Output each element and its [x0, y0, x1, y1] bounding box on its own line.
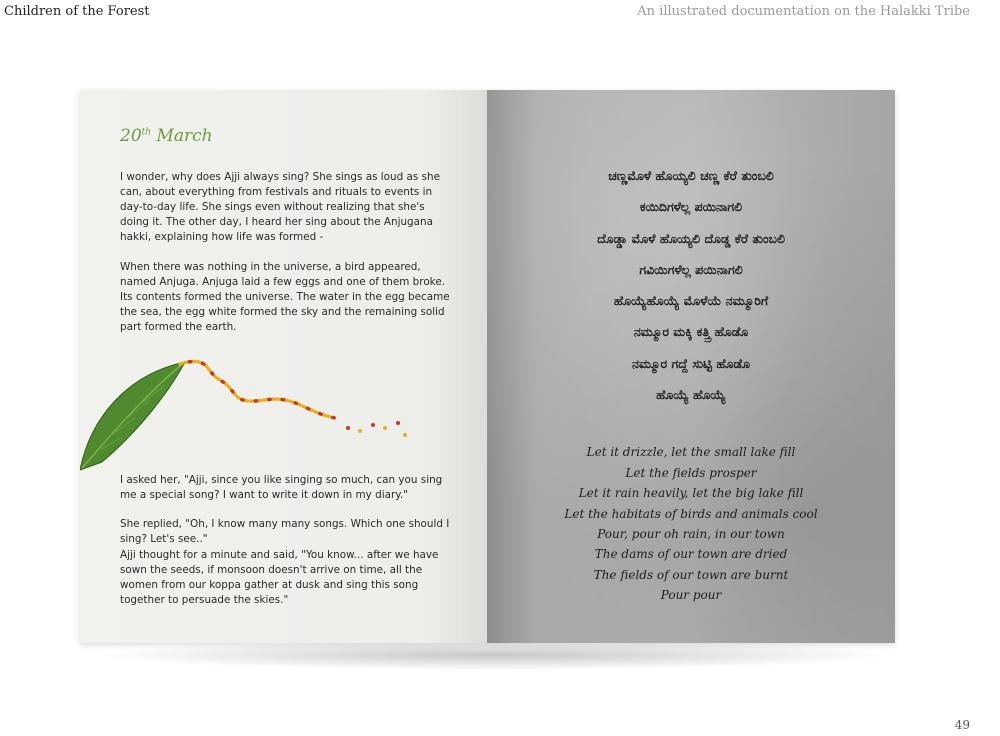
page-number: 49: [954, 718, 970, 732]
kannada-song-line: ಕಯಿದಿಗಳೆಲ್ಲ ಪಯಿನಾಗಲಿ: [639, 199, 743, 214]
translation-line: The fields of our town are burnt: [593, 568, 789, 582]
translation-line: Pour pour: [660, 588, 722, 602]
translation-line: Let the fields prosper: [625, 466, 757, 480]
kannada-song-line: ಚಣ್ಣಮೊಳೆ ಹೊಯ್ಯಲಿ ಚಣ್ಣ ಕೆರೆ ತುಂಬಲಿ: [608, 168, 774, 183]
kannada-song-line: ಹೊಯ್ಯೆಹೊಯ್ಯೆ ಮೊಳೆಯೆ ನಮ್ಮೂರಿಗೆ: [613, 293, 769, 308]
date-month: March: [156, 126, 213, 146]
kannada-song-line: ಹೊಯ್ಯೆ ಹೊಯ್ಯೆ: [656, 387, 726, 402]
right-page: [487, 90, 895, 643]
date-day: 20: [120, 126, 142, 146]
translation-line: Let the habitats of birds and animals cool: [564, 507, 818, 521]
diary-paragraph: I wonder, why does Ajji always sing? She sings as loud as she can, about everything from festivals and rituals to events in day-to-day life. She sings even without realizing that she's doing it. The other day, I heard her sing about the Anjugana hakki, explaining how life was formed -: [120, 171, 440, 243]
grain-dot: [403, 433, 407, 437]
grain-dot: [371, 423, 375, 427]
translation-line: Let it rain heavily, let the big lake fill: [578, 486, 804, 500]
diary-paragraph: She replied, "Oh, I know many many songs. Which one should I sing? Let's see..": [120, 518, 450, 545]
grain-dot: [396, 421, 400, 425]
book-spread: [80, 90, 895, 643]
book-shadow: [95, 640, 895, 670]
diary-paragraph: I asked her, "Ajji, since you like singing so much, can you sing me a special song? I want to write it down in my diary.": [120, 474, 443, 501]
banana-leaf-icon: [80, 362, 185, 470]
grain-dot: [383, 426, 387, 430]
translation-line: The dams of our town are dried: [594, 547, 788, 561]
diary-date-heading: [120, 126, 213, 146]
banana-leaf-illustration: [80, 350, 420, 480]
kannada-song-line: ಗವಿಯಿಗಳೆಲ್ಲ ಪಯಿನಾಗಲಿ: [639, 262, 743, 277]
translation-line: Pour, pour oh rain, in our town: [597, 527, 785, 541]
grain-dot: [346, 426, 350, 430]
diary-paragraph: When there was nothing in the universe, a bird appeared, named Anjuga. Anjuga laid a few eggs and one of them broke. Its contents formed the universe. The water in the egg became the sea, the egg white formed the sky and the remaining solid part formed the earth.: [120, 261, 450, 333]
grain-dot: [358, 429, 362, 433]
left-page: [80, 90, 487, 643]
kannada-song-line: ದೊಡ್ಡಾ ಮೊಳೆ ಹೊಯ್ಯಲಿ ದೊಡ್ಡ ಕೆರೆ ತುಂಬಲಿ: [597, 231, 785, 246]
kannada-song-line: ನಮ್ಮೂರ ಗದ್ದೆ ಸುಟ್ಟಿ ಹೊಡೊ: [632, 356, 750, 371]
document-subtitle: An illustrated documentation on the Halakki Tribe: [637, 4, 970, 19]
kannada-song-line: ನಮ್ಮೂರ ಮಕ್ಕಿ ಕತ್ತ್ರಿ ಹೊಡೊ: [633, 324, 749, 339]
document-title: Children of the Forest: [4, 4, 150, 19]
translation-line: Let it drizzle, let the small lake fill: [586, 445, 796, 459]
date-suffix: th: [141, 127, 152, 138]
diary-paragraph: Ajji thought for a minute and said, "You know... after we have sown the seeds, if monsoon doesn't arrive on time, all the women from our koppa gather at dusk and sing this song together to persuade the skies.": [120, 549, 439, 606]
